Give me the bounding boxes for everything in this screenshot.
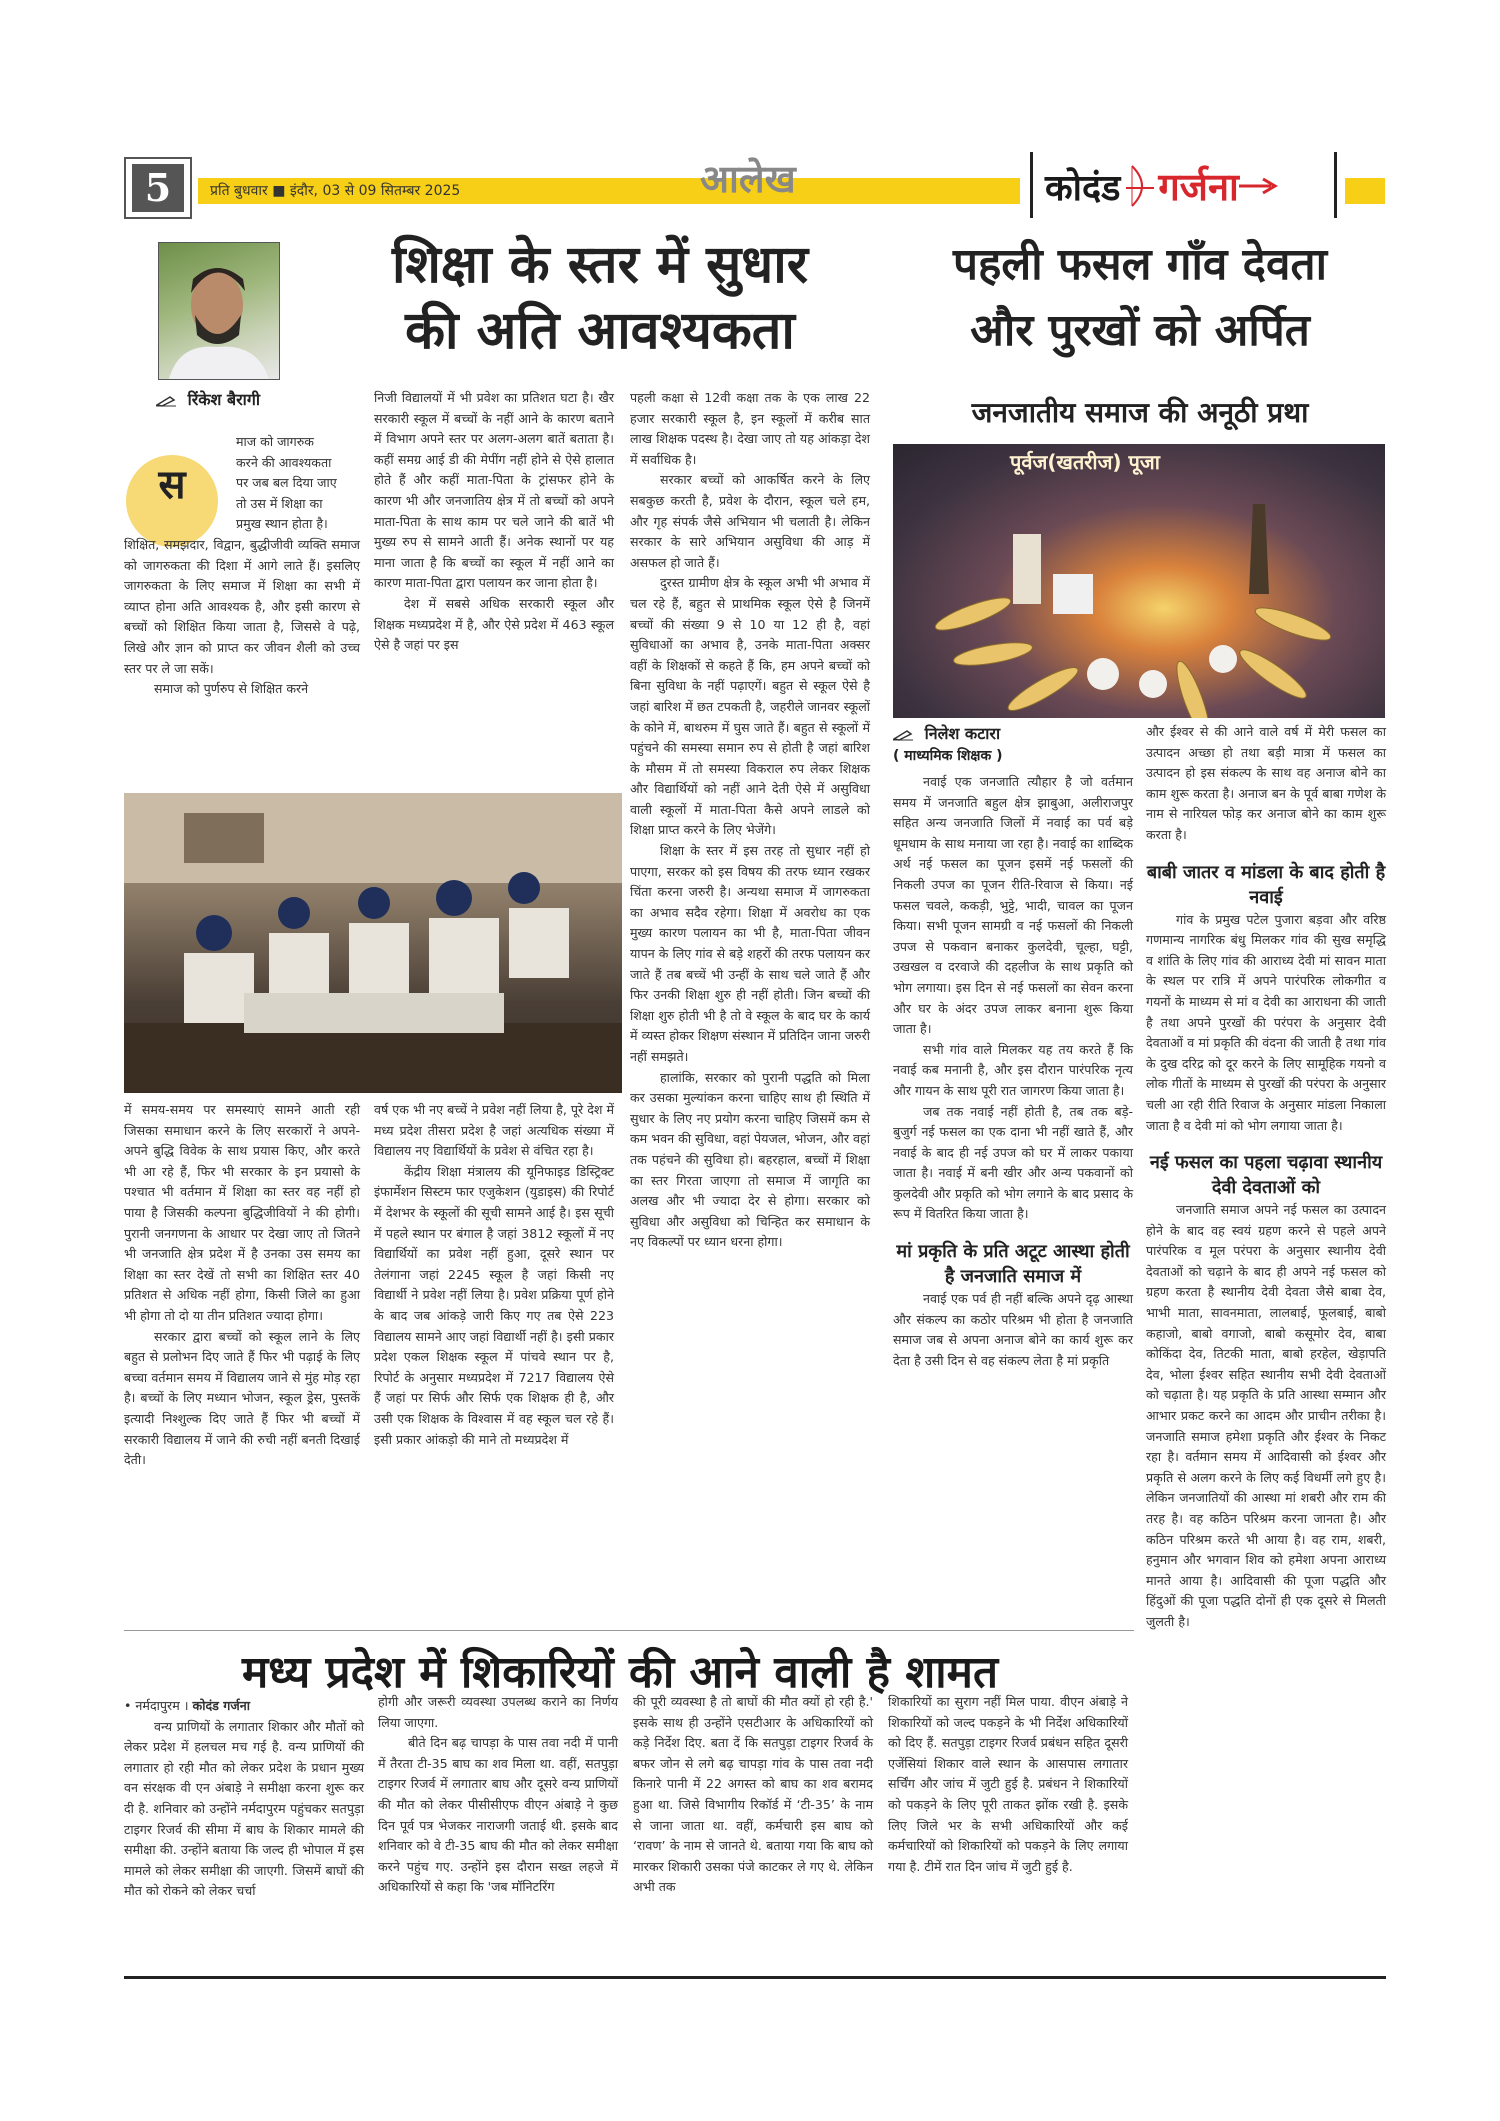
paragraph: बीते दिन बढ़ चापड़ा के पास तवा नदी में पानी में तैरता टी-35 बाघ का शव मिला था. वहीं, सतपुड़ा टाइगर रिजर्व में लगातार बाघ और दूसरे वन्य प्राणियों की मौत को लेकर पीसीसीएफ वीएन अंबाड़े ने कुछ दिन पूर्व पत्र भेजकर नाराजगी जताई थी. इसके बाद शनिवार को वे टी-35 बाघ की मौत को लेकर समीक्षा करने पहुंच गए. उन्होंने इस दौरान सख्त लहजे में अधिकारियों से कहा कि 'जब मॉनिटरिंग <box>378 1735 618 1895</box>
article2-col1 <box>893 772 1133 1371</box>
paragraph: शिक्षित, समझदार, विद्वान, बुद्धीजीवी व्यक्ति समाज को जागरुकता की दिशा में आगे लाते हैं। इसलिए जागरुकता के लिए समाज में शिक्षा का सभी में व्याप्त होना अति आवश्यक है, और इसी कारण से बच्चों को शिक्षित किया जाता है, जिससे वे पढ़े, लिखे और ज्ञान को प्राप्त कर जीवन शैली को उच्च स्तर पर ले जा सकें। <box>124 537 360 676</box>
intro-line: प्रमुख स्थान होता है। <box>236 516 328 532</box>
paragraph: जनजाति समाज अपने नई फसल का उत्पादन होने के बाद वह स्वयं ग्रहण करने से पहले अपने पारंपरिक व मूल परंपरा के अनुसार स्थानीय देवी देवताओं को चढ़ाने के बाद ही अपने नई फसल को ग्रहण करता है स्थानीय देवी देवता जैसे बाबा देव, भाभी माता, सावनमाता, लालबाई, फूलबाई, बाबो कहाजो, बाबो वगाजो, बाबो कसूमोर देव, बाबा कोकिंदा देव, तिटकी माता, बाबो हरहेल, खेड़ापति देव, भोला ईश्वर सहित स्थानीय सभी देवी देवताओं को चढ़ाता है। यह प्रकृति के प्रति आस्था सम्मान और आभार प्रकट करने का आदम और प्राचीन तरीका है। जनजाति समाज हमेशा प्रकृति और ईश्वर के निकट रहा है। वर्तमान समय में आदिवासी को ईश्वर और प्रकृति से अलग करने के लिए कई विधर्मी लगे हुए है। लेकिन जनजातियों की आस्था मां शबरी और राम की तरह है। वह कठिन परिश्रम करना जानता है। और कठिन परिश्रम करते भी आया है। वह राम, शबरी, हनुमान और भगवान शिव को हमेशा अपना आराध्य मानते आया है। आदिवासी की पूजा पद्धति और हिंदुओं की पूजा पद्धति दोनों ही एक दूसरे से मिलती जुलती है। <box>1146 1202 1386 1629</box>
paragraph: सरकार द्वारा बच्चों को स्कूल लाने के लिए बहुत से प्रलोभन दिए जाते हैं फिर भी पढ़ाई के लिए बच्चा वर्तमान समय में विद्यालय जाने से मुंह मोड़ रहा है। बच्चों के लिए मध्यान भोजन, स्कूल ड्रेस, पुस्तकें इत्यादी निश्शुल्क दिए जाते हैं फिर भी बच्चों में सरकारी विद्यालय में जाने की रुची नहीं बनती दिखाई देती। <box>124 1328 360 1468</box>
article2-col2 <box>1146 722 1386 1633</box>
article1-intro <box>236 432 360 535</box>
dropcap-letter: स <box>158 462 186 508</box>
arrow-head-icon <box>1239 176 1279 196</box>
dateline-place: • नर्मदापुरम । <box>124 1698 189 1713</box>
page-number: 5 <box>132 164 184 212</box>
article1-col3 <box>630 388 870 1253</box>
article1-col2-top <box>374 388 614 656</box>
article3-dateline <box>124 1696 364 1717</box>
paragraph: पहली कक्षा से 12वी कक्षा तक के एक लाख 22 हजार सरकारी स्कूल है, इन स्कूलों में करीब सात लाख शिक्षक पदस्थ है। देखा जाए तो यह आंकड़ा देश में सर्वाधिक है। <box>630 390 870 467</box>
header-yellow-bar-end <box>1345 178 1385 204</box>
paragraph: शिक्षा के स्तर में इस तरह तो सुधार नहीं हो पाएगा, सरकर को इस विषय की तरफ ध्यान रखकर चिंता करना जरुरी है। अन्यथा समाज में जागरुकता का अभाव सदैव रहेगा। शिक्षा में अवरोध का एक मुख्य कारण पलायन का भी है, माता-पिता जीवन यापन के लिए गांव से बड़े शहरों की तरफ पलायन कर जाते हैं तब बच्चें भी उन्हीं के साथ चले जाते हैं और फिर उनकी शिक्षा शुरु ही नहीं होती। जिन बच्चों की शिक्षा शुरु होती भी है तो वे स्कूल के बाद घर के कार्य में व्यस्त होकर शिक्षण संस्थान में प्रतिदिन जाना जरुरी नहीं समझते। <box>630 843 870 1064</box>
paragraph: होगी और जरूरी व्यवस्था उपलब्ध कराने का निर्णय लिया जाएगा. <box>378 1694 618 1730</box>
paragraph: हालांकि, सरकार को पुरानी पद्धति को मिला कर उसका मुल्यांकन करना चाहिए साथ ही स्थिति में सुधार के लिए नए प्रयोग करना चाहिए जिसमें कम से कम भवन की सुविधा, वहां पेयजल, भोजन, और वहां तक पहंचने की सुविधा हो। बहरहाल, बच्चों में शिक्षा का स्तर गिरता जाएगा तो समाज में जागृति का अलख और भी ज्यादा देर से होगा। सरकार को सुविधा और असुविधा को चिन्हित कर समाधान के नए विकल्पों पर ध्यान धरना होगा। <box>630 1069 870 1250</box>
article2-section-heading: नई फसल का पहला चढ़ावा स्थानीय देवी देवताओं को <box>1149 1152 1383 1199</box>
paragraph: में समय-समय पर समस्याएं सामने आती रही जिसका समाधान करने के लिए सरकारों ने अपने-अपने बुद्धि विवेक के साथ प्रयास किए, और करते भी आ रहे हैं, फिर भी सरकार के इन प्रयासो के पश्चात भी वर्तमान में शिक्षा का स्तर वह नहीं हो पाया है जिसकी कल्पना बुद्धिजीवियों ने की होगी। पुरानी जनगणना के आधार पर देखा जाए तो जितने भी जनजाति क्षेत्र प्रदेश में है उनका उस समय का शिक्षा का स्तर देखें तो सभी का शिक्षित स्तर 40 प्रतिशत से अधिक नहीं होगा, किसी जिले का हुआ भी होगा तो दो या तीन प्रतिशत ज्यादा होगा। <box>124 1102 360 1323</box>
intro-line: करने की आवश्यकता <box>236 454 332 470</box>
article2-author-role: ( माध्यमिक शिक्षक ) <box>893 748 1003 764</box>
paragraph: शिकारियों का सुराग नहीं मिल पाया. वीएन अंबाड़े ने शिकारियों को जल्द पकड़ने के भी निर्देश अधिकारियों को दिए हैं. सतपुड़ा टाइगर रिजर्व प्रबंधन सहित दूसरी एजेंसियां शिकार वाले स्थान के आसपास लगातार सर्चिंग और जांच में जुटी हुई है. प्रबंधन ने शिकारियों को पकड़ने के लिए पूरी ताकत झोंक रखी है. इसके लिए जिले भर के सभी अधिकारियों और कई कर्मचारियों को शिकारियों को पकड़ने के लिए लगाया गया है. टीमें रात दिन जांच में जुटी हुई है. <box>888 1694 1128 1874</box>
page-bottom-rule <box>124 1976 1386 1979</box>
pen-icon <box>893 729 913 741</box>
article2-byline <box>893 722 1000 744</box>
article1-col2-bottom <box>374 1100 614 1450</box>
dateline: प्रति बुधवार ■ इंदौर, 03 से 09 सितम्बर 2025 <box>210 183 461 199</box>
paragraph: निजी विद्यालयों में भी प्रवेश का प्रतिशत घटा है। खैर सरकारी स्कूल में बच्चों के नहीं आने के कारण बताने में विभाग अपने स्तर पर अलग-अलग बातें बताता है। कहीं समग्र आई डी की मेपींग नहीं होने से ऐसे हालात होते हैं और कहीं माता-पिता के ट्रांसफर होने के कारण भी और जनजातिय क्षेत्र में तो बच्चों को अपने माता-पिता के साथ काम पर चले जाने की बातें भी मुख्य रुप से सामने आती हैं। अनेक स्थानों पर यह माना जाता है कि बच्चों का स्कूल में नहीं आने का कारण माता-पिता द्वारा पलायन कर जाना होता है। <box>374 390 614 591</box>
bow-arrow-icon <box>1124 164 1154 208</box>
article3-headline: मध्य प्रदेश में शिकारियों की आने वाली है शामत <box>241 1647 999 1698</box>
article1-headline-line1: शिक्षा के स्तर में सुधार <box>391 235 809 295</box>
author-photo-rinkesh <box>158 242 280 380</box>
header-divider-right <box>1334 152 1337 218</box>
paragraph: सभी गांव वाले मिलकर यह तय करते हैं कि नवाई कब मनानी है, और इस दौरान पारंपरिक नृत्य और गायन के साथ पूरी रात जागरण किया जाता है। <box>893 1041 1133 1098</box>
article2-section-heading: बाबी जातर व मांडला के बाद होती है नवाई <box>1146 861 1386 908</box>
article2-author: निलेश कटारा <box>924 724 1001 743</box>
article3-col2 <box>378 1692 618 1898</box>
paragraph: नवाई एक पर्व ही नहीं बल्कि अपने दृढ़ आस्था और संकल्प का कठोर परिश्रम भी होता है जनजाति समाज जब से अपना अनाज बोने का कार्य शुरू कर देता है उसी दिन से वह संकल्प लेता है मां प्रकृति <box>893 1291 1133 1368</box>
logo-word-garjana: गर्जना <box>1158 165 1239 209</box>
classroom-photo <box>124 793 622 1093</box>
article3-col4 <box>888 1692 1128 1877</box>
intro-line: पर जब बल दिया जाए <box>236 475 337 491</box>
dropcap-circle <box>126 455 218 547</box>
paragraph: नवाई एक जनजाति त्यौहार है जो वर्तमान समय में जनजाति बहुल क्षेत्र झाबुआ, अलीराजपुर सहित अन्य जनजाति जिलों में नवाई का पर्व बड़े धूमधाम के साथ मनाया जा रहा है। नवाई का शाब्दिक अर्थ नई फसल का पूजन इसमें नई फसलों की निकली उपज का पूजन रीति-रिवाज से किया। नई फसल चवले, ककड़ी, भुट्टे, भादी, चावल का पूजन किया। सभी पूजन सामग्री व नई फसलों की निकली उपज से पकवान बनाकर कुलदेवी, चूल्हा, घट्टी, उखखल व दरवाजे की दहलीज के साथ प्रकृति को भोग लगाया। इस दिन से नई फसलों का सेवन करना और घर के अंदर उपज लाकर बनाना शुरू किया जाता है। <box>893 774 1133 1037</box>
intro-line: माज को जागरुक <box>236 434 314 449</box>
paragraph: समाज को पुर्णरुप से शिक्षित करने <box>154 681 309 697</box>
paragraph: वर्ष एक भी नए बच्चें ने प्रवेश नहीं लिया है, पूरे देश में मध्य प्रदेश तीसरा प्रदेश है जहां अत्यधिक संख्या में विद्यालय नए विद्यार्थियों के प्रवेश से वंचित रहा है। <box>374 1102 614 1159</box>
article2-subhead: जनजातीय समाज की अनूठी प्रथा <box>971 396 1309 429</box>
article2-section-heading: मां प्रकृति के प्रति अटूट आस्था होती है जनजाति समाज में <box>896 1241 1130 1288</box>
article1-byline <box>156 388 260 410</box>
article2-headline-line2: और पुरखों को अर्पित <box>970 305 1310 356</box>
puja-photo-caption: पूर्वज(खतरीज) पूजा <box>1010 450 1160 474</box>
intro-line: तो उस में शिक्षा का <box>236 495 323 511</box>
article1-col1-bottom <box>124 1100 360 1471</box>
paragraph: केंद्रीय शिक्षा मंत्रालय की यूनिफाइड डिस्ट्रिक्ट इंफार्मेशन सिस्टम फार एजुकेशन (युडाइस) की रिपोर्ट में देशभर के स्कूलों की सूची सामने आई है। इस सूची में पहले स्थान पर बंगाल है जहां 3812 स्कूलों में नए विद्यार्थियों का प्रवेश नहीं हुआ, दूसरे स्थान पर तेलंगाना जहां 2245 स्कूल है जहां किसी नए विद्यार्थी ने प्रवेश नहीं लिया है। प्रवेश प्रक्रिया पूर्ण होने के बाद जब आंकड़े जारी किए गए तब ऐसे 223 विद्यालय सामने आए जहां विद्यार्थी नहीं है। इसी प्रकार प्रदेश एकल शिक्षक स्कूल में पांचवे स्थान पर है, रिपोर्ट के अनुसार मध्यप्रदेश में 7217 विद्यालय ऐसे हैं जहां पर सिर्फ और सिर्फ एक शिक्षक ही है, और उसी एक शिक्षक के विश्वास में वह स्कूल चल रहे हैं। इसी प्रकार आंकड़ो की माने तो मध्यप्रदेश में <box>374 1163 614 1447</box>
paragraph: वन्य प्राणियों के लगातार शिकार और मौतों को लेकर प्रदेश में हलचल मच गई है. वन्य प्राणियों की लगातार हो रही मौत को लेकर प्रदेश के प्रधान मुख्य वन संरक्षक वी एन अंबाड़े ने समीक्षा करना शुरू कर दी है. शनिवार को उन्होंने नर्मदापुरम पहुंचकर सतपुड़ा टाइगर रिजर्व की सीमा में बाघ के शिकार मामले की समीक्षा की. उन्होंने बताया कि जल्द ही भोपाल में इस मामले को लेकर समीक्षा की जाएगी. जिसमें बाघों की मौत को रोकने को लेकर चर्चा <box>124 1718 364 1899</box>
article1-headline <box>330 232 870 364</box>
article1-author: रिंकेश बैरागी <box>187 390 260 409</box>
paragraph: सरकार बच्चों को आकर्षित करने के लिए सबकुछ करती है, प्रवेश के दौरान, स्कूल चले हम, और गृह संपर्क जैसे अभियान भी चलाती है। लेकिन सरकार के सारे अभियान असुविधा की आड़ में असफल हो जाते हैं। <box>630 472 870 570</box>
article3-col1 <box>124 1696 364 1902</box>
header-divider-left <box>1030 152 1033 218</box>
paragraph: और ईश्वर से की आने वाले वर्ष में मेरी फसल का उत्पादन अच्छा हो तथा बड़ी मात्रा में फसल का उत्पादन हो इस संकल्प के साथ वह अनाज बोने का काम शुरू करता है। अनाज बन के पूर्व बाबा गणेश के नाम से नारियल फोड़ कर अनाज बोने का काम शुरू करता है। <box>1146 724 1386 842</box>
section-title: आलेख <box>700 157 796 201</box>
newspaper-logo[interactable] <box>1045 158 1279 214</box>
paragraph: दुरस्त ग्रामीण क्षेत्र के स्कूल अभी भी अभाव में चल रहे हैं, बहुत से प्राथमिक स्कूल ऐसे है जिनमें बच्चों की संख्या 9 से 10 या 12 ही है, वहां सुविधाओं का अभाव है, उनके माता-पिता अक्सर वहीं के शिक्षकों से कहते हैं कि, हम अपने बच्चों को बिना सुविधा के नहीं पढ़ाएगें। बहुत से स्कूल ऐसे है जहां बारिश में छत टपकती है, जहरीले जानवर स्कूलों के कोने में, बाथरुम में घुस जाते हैं। बहुत से स्कूलों में पहुंचने की समस्या समान रुप से होती है जहां बारिश के मौसम में तो समस्या विकराल रुप लेकर शिक्षक और विद्यार्थियों को नहीं आने देती ऐसे में असुविधा वाली स्कूलों में माता-पिता कैसे अपने लाडले को शिक्षा प्राप्त करने के लिए भेजेंगे। <box>630 575 870 838</box>
paragraph: जब तक नवाई नहीं होती है, तब तक बड़े-बुजुर्ग नई फसल का एक दाना भी नहीं खाते हैं, और नवाई के बाद ही नई उपज को घर में लाकर पकाया जाता है। नवाई में बनी खीर और अन्य पकवानों को कुलदेवी और प्रकृति को भोग लगाने के बाद प्रसाद के रूप में वितरित किया जाता है। <box>893 1103 1133 1222</box>
divider-line <box>124 1630 1134 1631</box>
logo-word-kodand: कोदंड <box>1045 167 1121 209</box>
article3-col3 <box>633 1692 873 1898</box>
article2-headline <box>890 232 1390 364</box>
puja-photo <box>893 444 1385 718</box>
paragraph: गांव के प्रमुख पटेल पुजारा बड़वा और वरिष्ठ गणमान्य नागरिक बंधु मिलकर गांव की सुख समृद्धि व शांति के लिए गांव की आराध्य देवी मां सावन माता के स्थल पर रात्रि में अपने पारंपरिक लोकगीत व गयनों के माध्यम से मां व देवी का आराधना की जाती है तथा अपने पुरखों की परंपरा के अनुसार देवी देवताओं व मां प्रकृति की वंदना की जाती है तथा गांव के दुख दरिद्र को दूर करने के लिए सामूहिक गयनो व लोक गीतों के माध्यम से पुरखों की परंपरा के अनुसार चली आ रही रीति रिवाज के अनुसार मांडला निकाला जाता है व देवी मां को भोग लगाया जाता है। <box>1146 911 1386 1133</box>
article1-col1-top <box>124 535 360 700</box>
paragraph: की पूरी व्यवस्था है तो बाघों की मौत क्यों हो रही है.' इसके साथ ही उन्होंने एसटीआर के अधिकारियों को कड़े निर्देश दिए. बता दें कि सतपुड़ा टाइगर रिजर्व के बफर जोन से लगे बढ़ चापड़ा गांव के पास तवा नदी किनारे पानी में 22 अगस्त को बाघ का शव बरामद हुआ था. जिसे विभागीय रिकॉर्ड में ‘टी-35’ के नाम से जाना जाता था. वहीं, कर्मचारी इस बाघ को ‘रावण’ के नाम से जानते थे. बताया गया कि बाघ को मारकर शिकारी उसका पंजे काटकर ले गए थे. लेकिन अभी तक <box>633 1694 873 1895</box>
article1-headline-line2: की अति आवश्यकता <box>405 301 795 361</box>
dateline-source: कोदंड गर्जना <box>192 1698 250 1713</box>
article2-headline-line1: पहली फसल गाँव देवता <box>953 239 1327 290</box>
pen-icon <box>156 395 176 407</box>
paragraph: देश में सबसे अधिक सरकारी स्कूल और शिक्षक मध्यप्रदेश में है, और ऐसे प्रदेश में 463 स्कूल ऐसे है जहां पर इस <box>374 595 614 653</box>
